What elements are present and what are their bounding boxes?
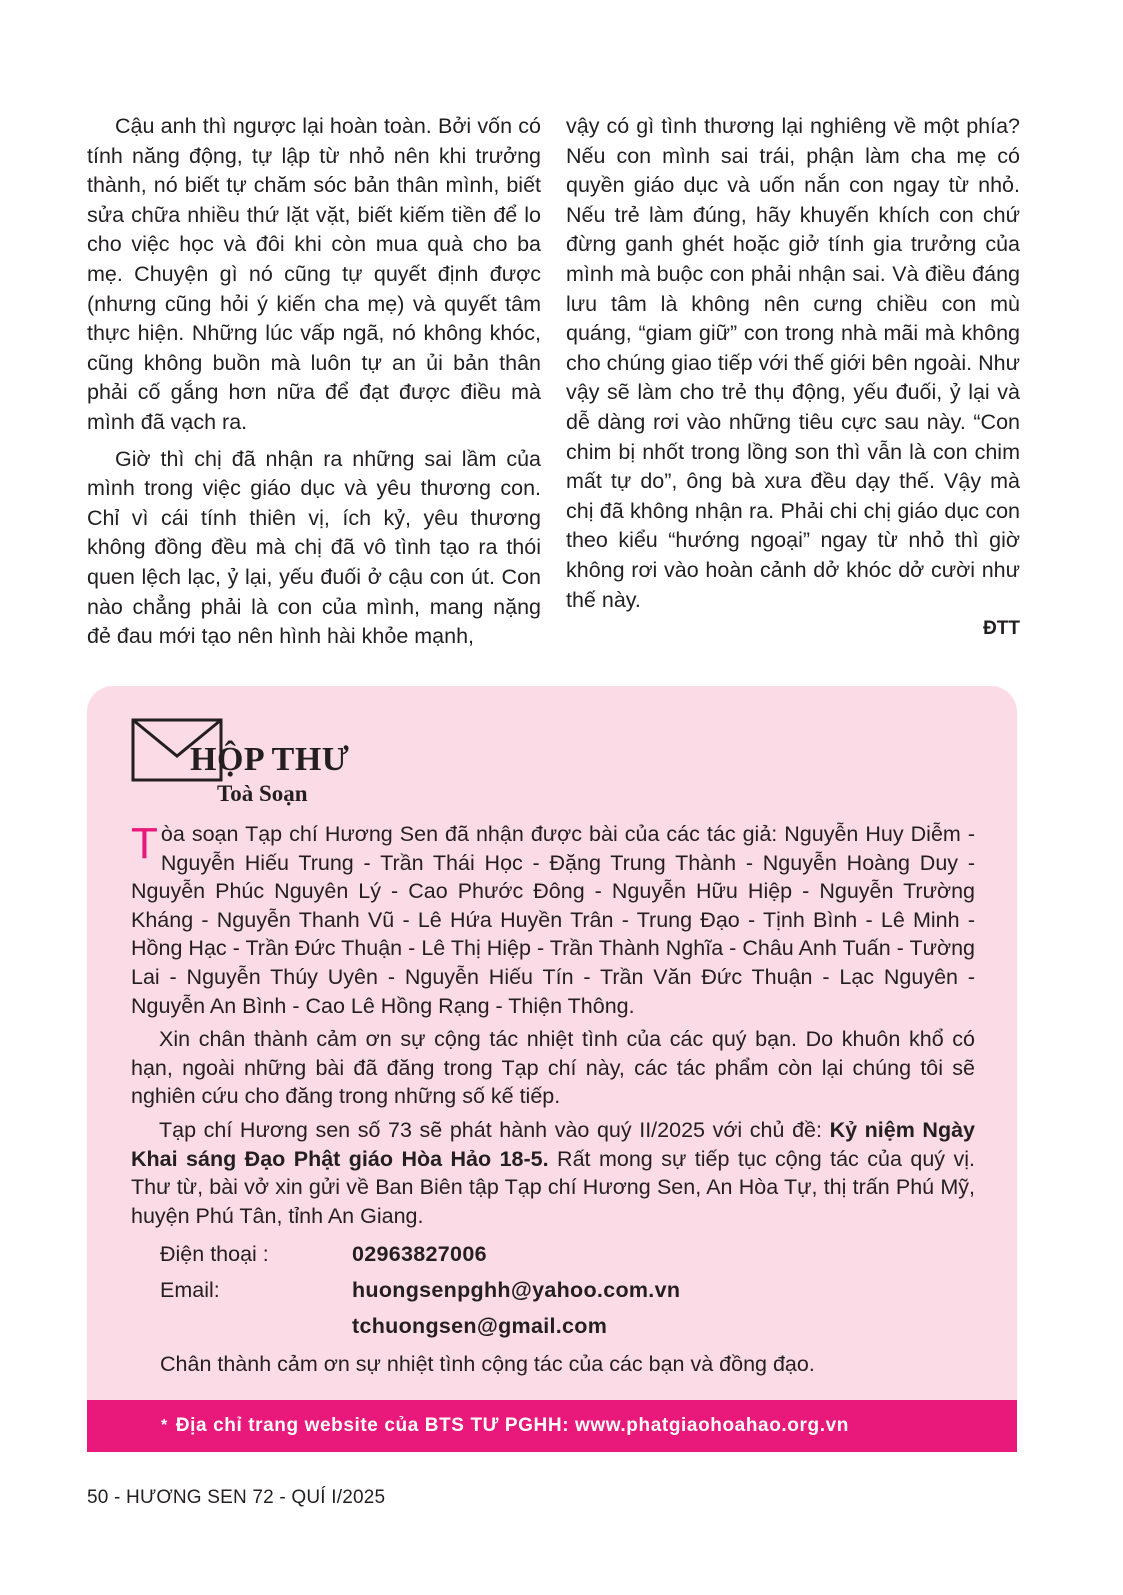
next-issue-theme: Kỷ niệm Ngày Khai sáng Đạo Phật giáo Hòa Hảo 18-5. xyxy=(131,1117,975,1171)
next-issue-address: Rất mong sự tiếp tục cộng tác của quý vị. Thư từ, bài vở xin gửi về Ban Biên tập Tạp chí Hương Sen, An Hòa Tự, thị trấn Phú Mỹ, huyện Phú Tân, tỉnh An Giang. xyxy=(131,1146,975,1228)
authors-paragraph xyxy=(131,820,975,1020)
asterisk-icon: * xyxy=(161,1417,168,1434)
website-banner xyxy=(87,1400,1017,1452)
closing-text: Chân thành cảm ơn sự nhiệt tình cộng tác của các bạn và đồng đạo. xyxy=(160,1352,815,1377)
phone-label: Điện thoại : xyxy=(160,1242,269,1267)
next-issue-text: Tạp chí Hương sen số 73 sẽ phát hành vào quý II/2025 với chủ đề: xyxy=(159,1117,830,1142)
mailbox-subtitle: Toà Soạn xyxy=(217,781,308,806)
drop-cap: T xyxy=(131,819,158,868)
page-footer: 50 - HƯƠNG SEN 72 - QUÍ I/2025 xyxy=(87,1487,386,1508)
article-paragraph: Cậu anh thì ngược lại hoàn toàn. Bởi vốn có tính năng động, tự lập từ nhỏ nên khi trưởng thành, nó biết tự chăm sóc bản thân mình, biết sửa chữa nhiều thứ lặt vặt, biết kiếm tiền để lo cho việc học và đôi khi còn mua quà cho ba mẹ. Chuyện gì nó cũng tự quyết định được (nhưng cũng hỏi ý kiến cha mẹ) và quyết tâm thực hiện. Những lúc vấp ngã, nó không khóc, cũng không buồn mà luôn tự an ủi bản thân phải cố gắng hơn nữa để đạt được điều mà mình đã vạch ra. xyxy=(87,114,541,434)
mailbox-section xyxy=(87,686,1017,1452)
thanks-paragraph: Xin chân thành cảm ơn sự cộng tác nhiệt tình của các quý bạn. Do khuôn khổ có hạn, ngoài những bài đã đăng trong Tạp chí này, các tác phẩm còn lại chúng tôi sẽ nghiên cứu cho đăng trong những số kế tiếp. xyxy=(131,1027,975,1109)
website-banner-text: Địa chỉ trang website của BTS TƯ PGHH: www.phatgiaohoahao.org.vn xyxy=(175,1415,849,1436)
email-address: tchuongsen@gmail.com xyxy=(352,1314,608,1339)
next-issue-paragraph xyxy=(131,1116,975,1230)
authors-text: òa soạn Tạp chí Hương Sen đã nhận được bài của các tác giả: Nguyễn Huy Diễm - Nguyễn Hiếu Trung - Trần Thái Học - Đặng Trung Thành - Nguyễn Hoàng Duy - Nguyễn Phúc Nguyên Lý - Cao Phước Đông - Nguyễn Hữu Hiệp - Nguyễn Trường Kháng - Nguyễn Thanh Vũ - Lê Hứa Huyền Trân - Trung Đạo - Tịnh Bình - Lê Minh - Hồng Hạc - Trần Đức Thuận - Lê Thị Hiệp - Trần Thành Nghĩa - Châu Anh Tuấn - Tường Lai - Nguyễn Thúy Uyên - Nguyễn Hiếu Tín - Trần Văn Đức Thuận - Lạc Nguyên - Nguyễn An Bình - Cao Lê Hồng Rạng - Thiện Thông. xyxy=(131,822,975,1018)
article-signature: ĐTT xyxy=(983,618,1020,639)
phone-number: 02963827006 xyxy=(352,1242,487,1267)
email-row xyxy=(131,1308,975,1344)
email-address: huongsenpghh@yahoo.com.vn xyxy=(352,1278,681,1303)
article-left-column xyxy=(87,112,541,659)
article-right-column xyxy=(566,112,1020,622)
article-paragraph: vậy có gì tình thương lại nghiêng về một phía? Nếu con mình sai trái, phận làm cha mẹ có quyền giáo dục và uốn nắn con ngay từ nhỏ. Nếu trẻ làm đúng, hãy khuyến khích con chứ đừng ganh ghét hoặc giở tính gia trưởng của mình mà buộc con phải nhận sai. Và điều đáng lưu tâm là không nên cưng chiều con mù quáng, “giam giữ” con trong nhà mãi mà không cho chúng giao tiếp với thế giới bên ngoài. Như vậy sẽ làm cho trẻ thụ động, yếu đuối, ỷ lại và dễ dàng rơi vào những tiêu cực sau này. “Con chim bị nhốt trong lồng son thì vẫn là con chim mất tự do”, ông bà xưa đều dạy thế. Vậy mà chị đã không nhận ra. Phải chi chị giáo dục con theo kiểu “hướng ngoại” ngay từ nhỏ thì giờ không rơi vào hoàn cảnh dở khóc dở cười như thế này. xyxy=(566,114,1020,612)
email-row xyxy=(131,1272,975,1308)
article-paragraph: Giờ thì chị đã nhận ra những sai lầm của mình trong việc giáo dục và yêu thương con. Chỉ vì cái tính thiên vị, ích kỷ, yêu thương không đồng đều mà chị đã vô tình tạo ra thói quen lệch lạc, ỷ lại, yếu đuối ở cậu con út. Con nào chẳng phải là con của mình, mang nặng đẻ đau mới tạo nên hình hài khỏe mạnh, xyxy=(87,446,541,649)
mailbox-title: HỘP THƯ xyxy=(190,741,350,778)
contact-block xyxy=(131,1236,975,1344)
email-label: Email: xyxy=(160,1278,220,1303)
phone-row xyxy=(131,1236,975,1272)
mailbox-body xyxy=(131,820,975,1379)
